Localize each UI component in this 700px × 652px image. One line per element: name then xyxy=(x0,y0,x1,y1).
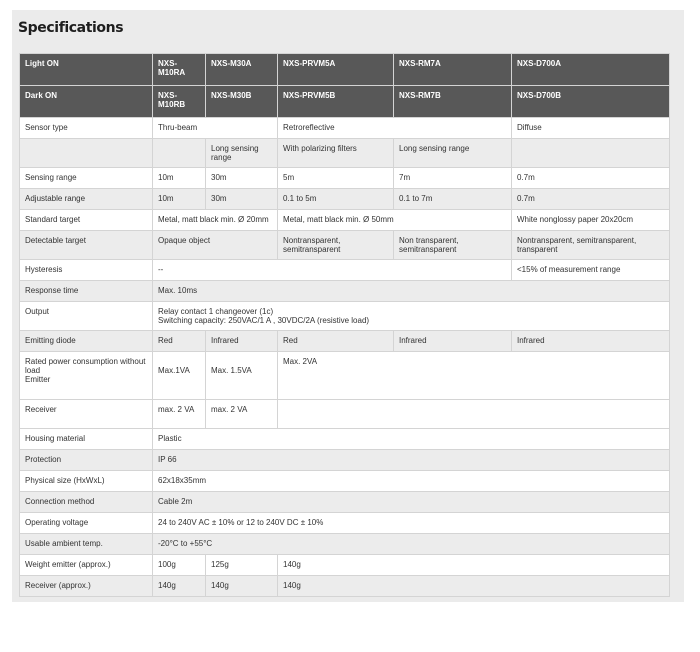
table-cell: Long sensing range xyxy=(394,139,512,168)
table-cell: Max. 10ms xyxy=(153,281,670,302)
table-cell: 24 to 240V AC ± 10% or 12 to 240V DC ± 10% xyxy=(153,513,670,534)
table-cell: Retroreflective xyxy=(278,118,512,139)
table-cell: 0.1 to 5m xyxy=(278,189,394,210)
table-cell: 10m xyxy=(153,168,206,189)
table-row xyxy=(20,118,670,139)
table-cell: Infrared xyxy=(206,331,278,352)
row-label: Physical size (HxWxL) xyxy=(20,471,153,492)
table-row xyxy=(20,331,670,352)
row-label: Connection method xyxy=(20,492,153,513)
section-title: Specifications xyxy=(18,20,124,36)
table-cell: Red xyxy=(153,331,206,352)
table-row xyxy=(20,492,670,513)
table-row xyxy=(20,555,670,576)
table-cell: 100g xyxy=(153,555,206,576)
row-label xyxy=(20,139,153,168)
row-label: Output xyxy=(20,302,153,331)
header-cell: NXS-M30B xyxy=(206,86,278,118)
row-label: Adjustable range xyxy=(20,189,153,210)
header-row-light-on xyxy=(20,54,670,86)
table-cell xyxy=(278,400,670,429)
table-row xyxy=(20,231,670,260)
row-label: Weight emitter (approx.) xyxy=(20,555,153,576)
table-cell: Nontransparent, semitransparent xyxy=(278,231,394,260)
table-row xyxy=(20,400,670,429)
table-cell: Infrared xyxy=(394,331,512,352)
row-label xyxy=(20,352,153,400)
table-cell: Red xyxy=(278,331,394,352)
row-label: Standard target xyxy=(20,210,153,231)
table-cell: Metal, matt black min. Ø 50mm xyxy=(278,210,512,231)
table-cell: 0.1 to 7m xyxy=(394,189,512,210)
row-label: Housing material xyxy=(20,429,153,450)
table-cell: 30m xyxy=(206,168,278,189)
output-line: Relay contact 1 changeover (1c) xyxy=(158,307,274,316)
row-label: Protection xyxy=(20,450,153,471)
row-label-line: Emitter xyxy=(25,375,51,384)
header-cell: Dark ON xyxy=(20,86,153,118)
table-cell: 5m xyxy=(278,168,394,189)
row-label: Response time xyxy=(20,281,153,302)
table-cell: Infrared xyxy=(512,331,670,352)
table-cell: 140g xyxy=(206,576,278,597)
table-cell: 125g xyxy=(206,555,278,576)
table-cell: 140g xyxy=(153,576,206,597)
table-cell: 62x18x35mm xyxy=(153,471,670,492)
table-cell: White nonglossy paper 20x20cm xyxy=(512,210,670,231)
header-cell: NXS-M10RA xyxy=(153,54,206,86)
header-row-dark-on xyxy=(20,86,670,118)
table-cell: Non transparent, semitransparent xyxy=(394,231,512,260)
row-label: Usable ambient temp. xyxy=(20,534,153,555)
table-row xyxy=(20,210,670,231)
table-cell xyxy=(512,139,670,168)
table-row xyxy=(20,302,670,331)
table-cell: 0.7m xyxy=(512,189,670,210)
row-label: Sensing range xyxy=(20,168,153,189)
table-cell: Max. 1.5VA xyxy=(206,352,278,400)
table-cell: 0.7m xyxy=(512,168,670,189)
table-cell: Metal, matt black min. Ø 20mm xyxy=(153,210,278,231)
header-cell: NXS-PRVM5A xyxy=(278,54,394,86)
row-label: Hysteresis xyxy=(20,260,153,281)
table-cell: Opaque object xyxy=(153,231,278,260)
table-cell: 10m xyxy=(153,189,206,210)
table-cell xyxy=(153,302,670,331)
table-cell: 140g xyxy=(278,555,670,576)
row-label: Receiver xyxy=(20,400,153,429)
table-cell: Plastic xyxy=(153,429,670,450)
table-cell xyxy=(153,139,206,168)
output-line: Switching capacity: 250VAC/1 A , 30VDC/2A (resistive load) xyxy=(158,316,370,325)
row-label: Emitting diode xyxy=(20,331,153,352)
row-label: Detectable target xyxy=(20,231,153,260)
table-cell: <15% of measurement range xyxy=(512,260,670,281)
table-row xyxy=(20,281,670,302)
header-cell: NXS-D700A xyxy=(512,54,670,86)
table-cell: Max. 2VA xyxy=(278,352,670,400)
table-row xyxy=(20,429,670,450)
table-cell: Diffuse xyxy=(512,118,670,139)
table-cell: max. 2 VA xyxy=(206,400,278,429)
table-cell: max. 2 VA xyxy=(153,400,206,429)
table-row xyxy=(20,471,670,492)
table-cell: 7m xyxy=(394,168,512,189)
header-cell: NXS-D700B xyxy=(512,86,670,118)
header-cell: NXS-RM7A xyxy=(394,54,512,86)
table-cell: Long sensing range xyxy=(206,139,278,168)
header-cell: NXS-M30A xyxy=(206,54,278,86)
table-row xyxy=(20,534,670,555)
table-row xyxy=(20,189,670,210)
row-label: Operating voltage xyxy=(20,513,153,534)
table-row xyxy=(20,450,670,471)
header-cell: Light ON xyxy=(20,54,153,86)
table-cell: Cable 2m xyxy=(153,492,670,513)
row-label: Receiver (approx.) xyxy=(20,576,153,597)
table-row xyxy=(20,513,670,534)
row-label: Sensor type xyxy=(20,118,153,139)
table-row xyxy=(20,576,670,597)
table-cell: IP 66 xyxy=(153,450,670,471)
table-row xyxy=(20,352,670,400)
table-cell: With polarizing filters xyxy=(278,139,394,168)
table-cell: Nontransparent, semitransparent, transparent xyxy=(512,231,670,260)
table-cell: -20°C to +55°C xyxy=(153,534,670,555)
table-row xyxy=(20,260,670,281)
table-row xyxy=(20,168,670,189)
row-label-line: Rated power consumption without load xyxy=(25,357,146,375)
header-cell: NXS-RM7B xyxy=(394,86,512,118)
header-cell: NXS-PRVM5B xyxy=(278,86,394,118)
table-cell: 30m xyxy=(206,189,278,210)
table-cell: -- xyxy=(153,260,512,281)
table-cell: 140g xyxy=(278,576,670,597)
table-cell: Max.1VA xyxy=(153,352,206,400)
specifications-table xyxy=(19,53,670,597)
table-row xyxy=(20,139,670,168)
header-cell: NXS-M10RB xyxy=(153,86,206,118)
table-cell: Thru-beam xyxy=(153,118,278,139)
